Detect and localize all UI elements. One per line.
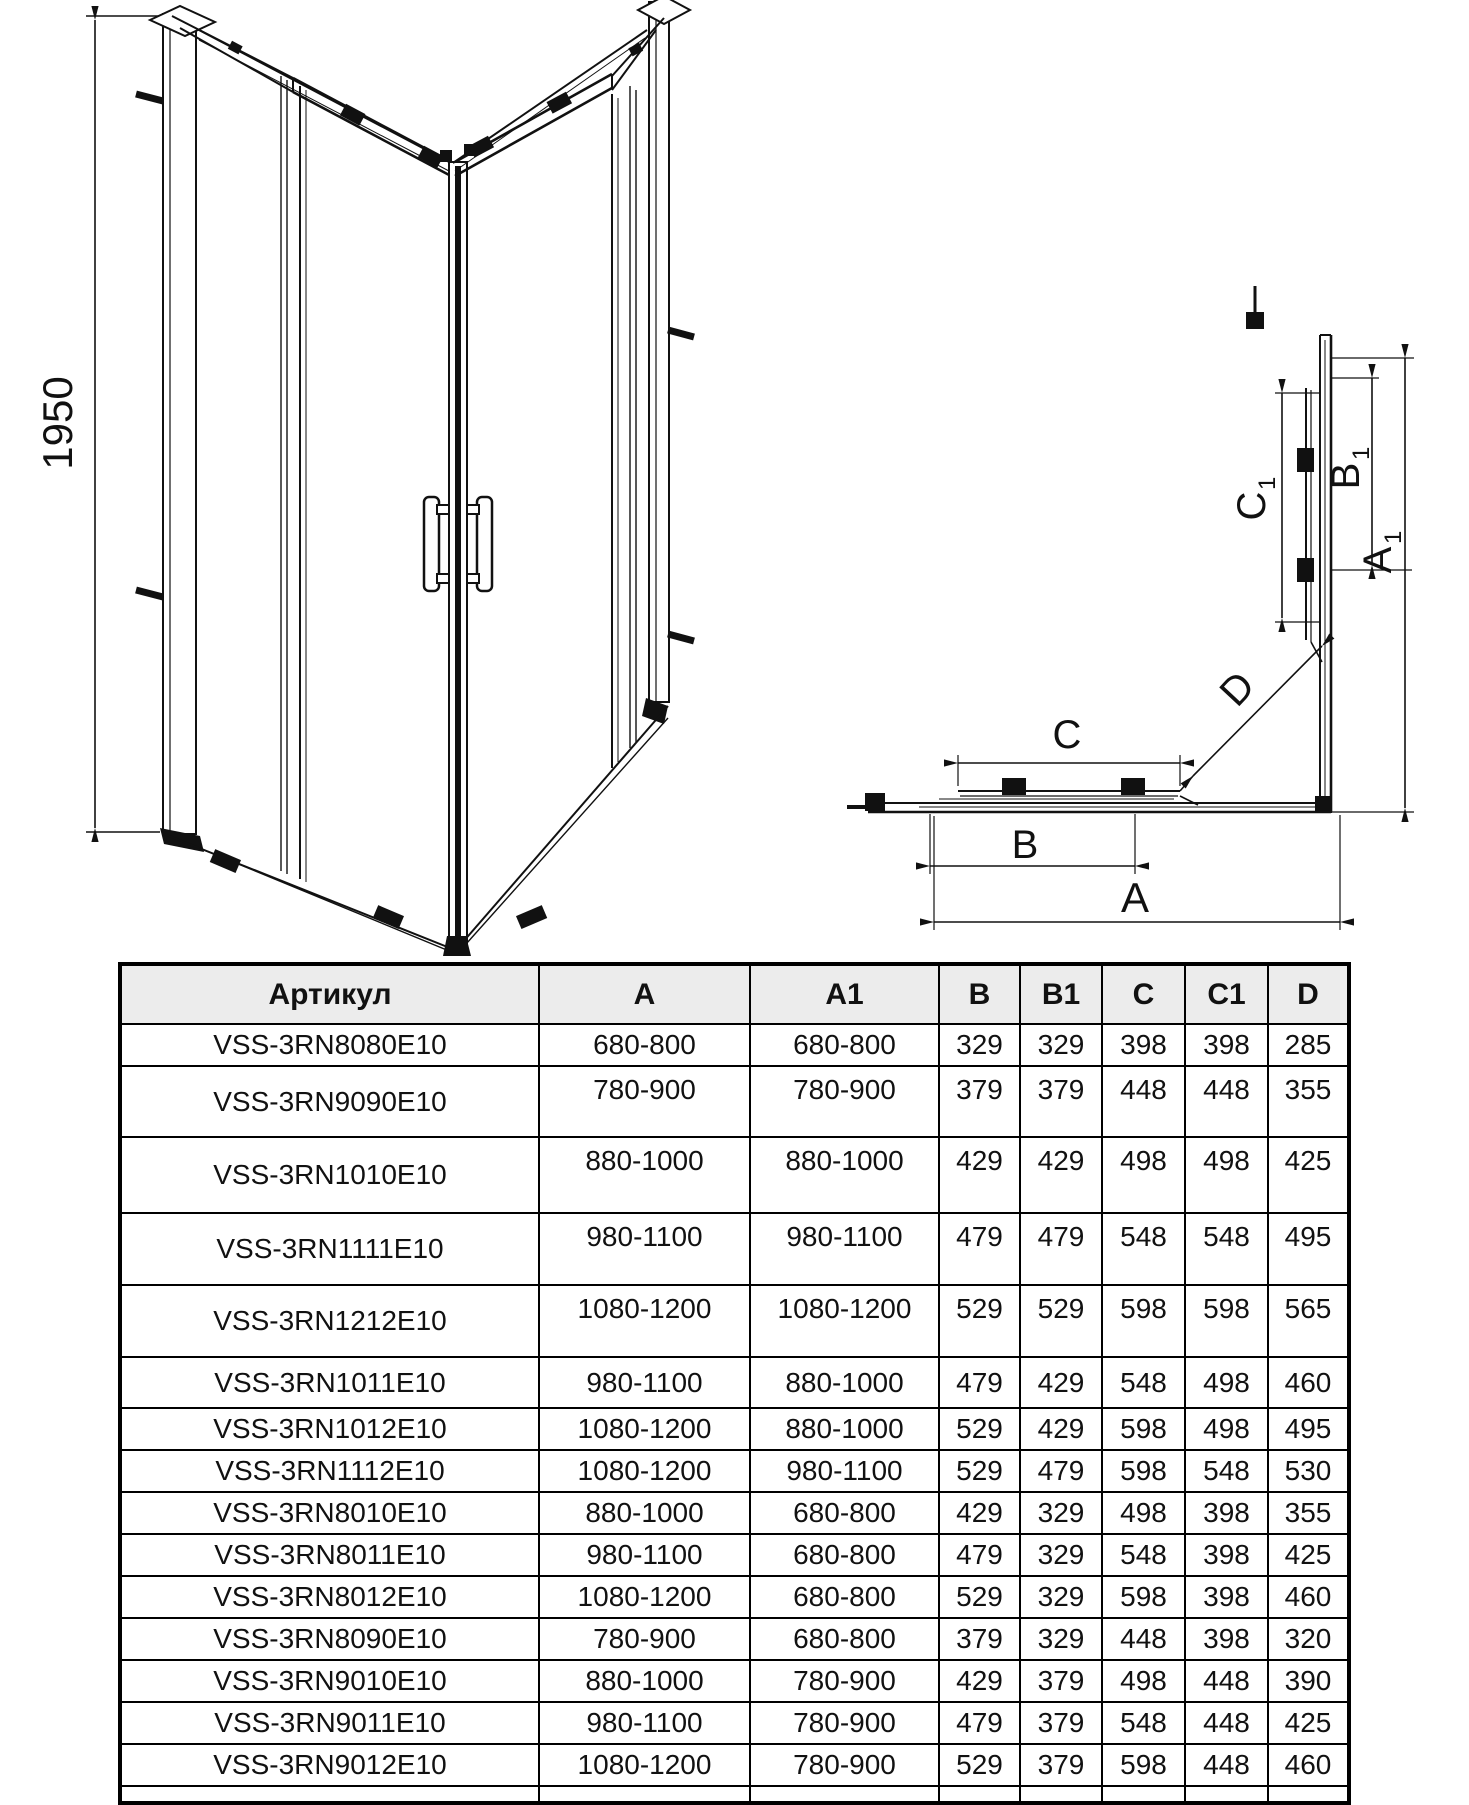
empty-cell xyxy=(120,1786,539,1803)
value-cell: 379 xyxy=(1020,1066,1102,1137)
plan-view-drawing xyxy=(769,278,1469,940)
dimensions-table xyxy=(118,962,1351,1805)
column-header-d: D xyxy=(1268,964,1349,1024)
wall-bracket xyxy=(136,590,163,597)
value-cell: 355 xyxy=(1268,1066,1349,1137)
value-cell: 329 xyxy=(939,1024,1020,1066)
empty-cell xyxy=(539,1786,750,1803)
article-cell: VSS-3RN9012E10 xyxy=(120,1744,539,1786)
svg-text:A: A xyxy=(1356,546,1400,574)
value-cell: 548 xyxy=(1185,1450,1268,1492)
value-cell: 479 xyxy=(1020,1213,1102,1285)
table-row xyxy=(120,1137,1349,1213)
value-cell: 398 xyxy=(1102,1024,1185,1066)
value-cell: 598 xyxy=(1102,1408,1185,1450)
value-cell: 498 xyxy=(1185,1357,1268,1408)
column-header-a: A xyxy=(539,964,750,1024)
value-cell: 529 xyxy=(939,1576,1020,1618)
value-cell: 429 xyxy=(1020,1408,1102,1450)
value-cell: 680-800 xyxy=(750,1576,939,1618)
value-cell: 379 xyxy=(939,1618,1020,1660)
value-cell: 329 xyxy=(1020,1576,1102,1618)
value-cell: 479 xyxy=(939,1213,1020,1285)
value-cell: 780-900 xyxy=(750,1702,939,1744)
value-cell: 429 xyxy=(939,1660,1020,1702)
table-row xyxy=(120,1450,1349,1492)
article-cell: VSS-3RN9010E10 xyxy=(120,1660,539,1702)
value-cell: 479 xyxy=(939,1702,1020,1744)
article-cell: VSS-3RN9011E10 xyxy=(120,1702,539,1744)
value-cell: 448 xyxy=(1102,1618,1185,1660)
value-cell: 530 xyxy=(1268,1450,1349,1492)
dim-label-c1 xyxy=(1230,477,1281,521)
value-cell: 498 xyxy=(1102,1492,1185,1534)
article-cell: VSS-3RN1111E10 xyxy=(120,1213,539,1285)
value-cell: 329 xyxy=(1020,1618,1102,1660)
wall-bracket xyxy=(668,330,694,337)
value-cell: 329 xyxy=(1020,1534,1102,1576)
wall-clamp xyxy=(1246,312,1264,329)
empty-cell xyxy=(1268,1786,1349,1803)
value-cell: 320 xyxy=(1268,1618,1349,1660)
value-cell: 598 xyxy=(1102,1450,1185,1492)
article-cell: VSS-3RN8090E10 xyxy=(120,1618,539,1660)
value-cell: 680-800 xyxy=(750,1492,939,1534)
table-row xyxy=(120,1066,1349,1137)
wall-bracket xyxy=(668,634,694,641)
empty-cell xyxy=(1102,1786,1185,1803)
value-cell: 980-1100 xyxy=(539,1702,750,1744)
value-cell: 425 xyxy=(1268,1702,1349,1744)
article-cell: VSS-3RN1010E10 xyxy=(120,1137,539,1213)
value-cell: 980-1100 xyxy=(750,1450,939,1492)
table-row xyxy=(120,1285,1349,1357)
corner-block xyxy=(1315,796,1332,813)
column-header-a1: A1 xyxy=(750,964,939,1024)
value-cell: 429 xyxy=(1020,1137,1102,1213)
value-cell: 1080-1200 xyxy=(539,1408,750,1450)
table-row xyxy=(120,1357,1349,1408)
value-cell: 880-1000 xyxy=(539,1492,750,1534)
value-cell: 379 xyxy=(1020,1660,1102,1702)
value-cell: 398 xyxy=(1185,1576,1268,1618)
value-cell: 479 xyxy=(939,1357,1020,1408)
value-cell: 498 xyxy=(1185,1408,1268,1450)
value-cell: 598 xyxy=(1102,1576,1185,1618)
dim-label-a1 xyxy=(1356,531,1407,574)
svg-text:1: 1 xyxy=(1380,530,1407,544)
table-row xyxy=(120,1534,1349,1576)
value-cell: 529 xyxy=(939,1450,1020,1492)
partial-row xyxy=(120,1786,1349,1803)
value-cell: 479 xyxy=(1020,1450,1102,1492)
roller-block xyxy=(1121,778,1145,795)
value-cell: 780-900 xyxy=(539,1618,750,1660)
value-cell: 529 xyxy=(939,1408,1020,1450)
dim-label-a: A xyxy=(1120,874,1150,921)
svg-text:1: 1 xyxy=(1348,446,1375,460)
value-cell: 880-1000 xyxy=(750,1357,939,1408)
table-row xyxy=(120,1492,1349,1534)
table-row xyxy=(120,1702,1349,1744)
table-row xyxy=(120,1408,1349,1450)
value-cell: 495 xyxy=(1268,1213,1349,1285)
value-cell: 448 xyxy=(1102,1066,1185,1137)
article-cell: VSS-3RN8011E10 xyxy=(120,1534,539,1576)
value-cell: 495 xyxy=(1268,1408,1349,1450)
table-row xyxy=(120,1576,1349,1618)
dim-label-c: C xyxy=(1052,713,1082,757)
column-header-b: B xyxy=(939,964,1020,1024)
value-cell: 780-900 xyxy=(539,1066,750,1137)
svg-text:B: B xyxy=(1324,462,1368,490)
table-row xyxy=(120,1213,1349,1285)
article-cell: VSS-3RN8080E10 xyxy=(120,1024,539,1066)
value-cell: 479 xyxy=(939,1534,1020,1576)
value-cell: 598 xyxy=(1102,1744,1185,1786)
value-cell: 565 xyxy=(1268,1285,1349,1357)
dim-line-d xyxy=(1193,646,1322,776)
column-header-c: C xyxy=(1102,964,1185,1024)
value-cell: 398 xyxy=(1185,1534,1268,1576)
roller-block xyxy=(1002,778,1026,795)
value-cell: 1080-1200 xyxy=(750,1285,939,1357)
value-cell: 598 xyxy=(1185,1285,1268,1357)
value-cell: 429 xyxy=(939,1137,1020,1213)
value-cell: 680-800 xyxy=(750,1534,939,1576)
value-cell: 780-900 xyxy=(750,1066,939,1137)
value-cell: 680-800 xyxy=(750,1618,939,1660)
value-cell: 379 xyxy=(1020,1702,1102,1744)
value-cell: 498 xyxy=(1102,1660,1185,1702)
front-view-drawing xyxy=(0,0,760,960)
corner-joint xyxy=(440,150,452,162)
article-cell: VSS-3RN8012E10 xyxy=(120,1576,539,1618)
value-cell: 398 xyxy=(1185,1618,1268,1660)
value-cell: 548 xyxy=(1185,1213,1268,1285)
table-row xyxy=(120,1618,1349,1660)
article-cell: VSS-3RN8010E10 xyxy=(120,1492,539,1534)
roller-block xyxy=(1297,558,1314,582)
left-post xyxy=(163,14,196,834)
right-post xyxy=(649,2,669,702)
value-cell: 355 xyxy=(1268,1492,1349,1534)
value-cell: 448 xyxy=(1185,1702,1268,1744)
svg-text:1: 1 xyxy=(1254,476,1281,490)
value-cell: 780-900 xyxy=(750,1660,939,1702)
table-row xyxy=(120,1024,1349,1066)
value-cell: 460 xyxy=(1268,1357,1349,1408)
value-cell: 548 xyxy=(1102,1702,1185,1744)
value-cell: 379 xyxy=(939,1066,1020,1137)
value-cell: 425 xyxy=(1268,1137,1349,1213)
value-cell: 880-1000 xyxy=(539,1137,750,1213)
value-cell: 429 xyxy=(1020,1357,1102,1408)
bottom-guide xyxy=(516,905,547,929)
value-cell: 398 xyxy=(1185,1024,1268,1066)
value-cell: 379 xyxy=(1020,1744,1102,1786)
value-cell: 390 xyxy=(1268,1660,1349,1702)
value-cell: 529 xyxy=(1020,1285,1102,1357)
value-cell: 680-800 xyxy=(750,1024,939,1066)
column-header-c1: C1 xyxy=(1185,964,1268,1024)
height-dim-label: 1950 xyxy=(34,376,81,470)
value-cell: 448 xyxy=(1185,1744,1268,1786)
value-cell: 980-1100 xyxy=(539,1213,750,1285)
column-header-article: Артикул xyxy=(120,964,539,1024)
value-cell: 980-1100 xyxy=(750,1213,939,1285)
dim-label-b: B xyxy=(1011,823,1039,867)
value-cell: 548 xyxy=(1102,1357,1185,1408)
article-cell: VSS-3RN1011E10 xyxy=(120,1357,539,1408)
article-cell: VSS-3RN1112E10 xyxy=(120,1450,539,1492)
value-cell: 1080-1200 xyxy=(539,1744,750,1786)
header-row xyxy=(120,964,1349,1024)
value-cell: 780-900 xyxy=(750,1744,939,1786)
svg-text:C: C xyxy=(1230,491,1274,521)
value-cell: 880-1000 xyxy=(750,1137,939,1213)
value-cell: 880-1000 xyxy=(539,1660,750,1702)
bottom-guide xyxy=(210,849,241,873)
value-cell: 285 xyxy=(1268,1024,1349,1066)
wall-clamp xyxy=(865,793,885,811)
column-header-b1: B1 xyxy=(1020,964,1102,1024)
table-row xyxy=(120,1744,1349,1786)
value-cell: 529 xyxy=(939,1285,1020,1357)
value-cell: 1080-1200 xyxy=(539,1450,750,1492)
value-cell: 460 xyxy=(1268,1744,1349,1786)
table-body xyxy=(120,1024,1349,1803)
table-wrapper xyxy=(118,962,1351,1805)
value-cell: 529 xyxy=(939,1744,1020,1786)
value-cell: 1080-1200 xyxy=(539,1576,750,1618)
value-cell: 498 xyxy=(1185,1137,1268,1213)
dim-label-d: D xyxy=(1211,663,1264,715)
value-cell: 680-800 xyxy=(539,1024,750,1066)
empty-cell xyxy=(1185,1786,1268,1803)
value-cell: 980-1100 xyxy=(539,1534,750,1576)
value-cell: 425 xyxy=(1268,1534,1349,1576)
value-cell: 429 xyxy=(939,1492,1020,1534)
value-cell: 448 xyxy=(1185,1660,1268,1702)
value-cell: 548 xyxy=(1102,1534,1185,1576)
roller-block xyxy=(1297,448,1314,472)
value-cell: 448 xyxy=(1185,1066,1268,1137)
empty-cell xyxy=(1020,1786,1102,1803)
value-cell: 548 xyxy=(1102,1213,1185,1285)
value-cell: 1080-1200 xyxy=(539,1285,750,1357)
article-cell: VSS-3RN1012E10 xyxy=(120,1408,539,1450)
empty-cell xyxy=(750,1786,939,1803)
wall-bracket xyxy=(136,94,163,101)
article-cell: VSS-3RN1212E10 xyxy=(120,1285,539,1357)
value-cell: 880-1000 xyxy=(750,1408,939,1450)
value-cell: 980-1100 xyxy=(539,1357,750,1408)
empty-cell xyxy=(939,1786,1020,1803)
table-row xyxy=(120,1660,1349,1702)
right-post-cap xyxy=(638,0,690,24)
value-cell: 498 xyxy=(1102,1137,1185,1213)
value-cell: 329 xyxy=(1020,1492,1102,1534)
article-cell: VSS-3RN9090E10 xyxy=(120,1066,539,1137)
value-cell: 398 xyxy=(1185,1492,1268,1534)
value-cell: 460 xyxy=(1268,1576,1349,1618)
value-cell: 329 xyxy=(1020,1024,1102,1066)
value-cell: 598 xyxy=(1102,1285,1185,1357)
